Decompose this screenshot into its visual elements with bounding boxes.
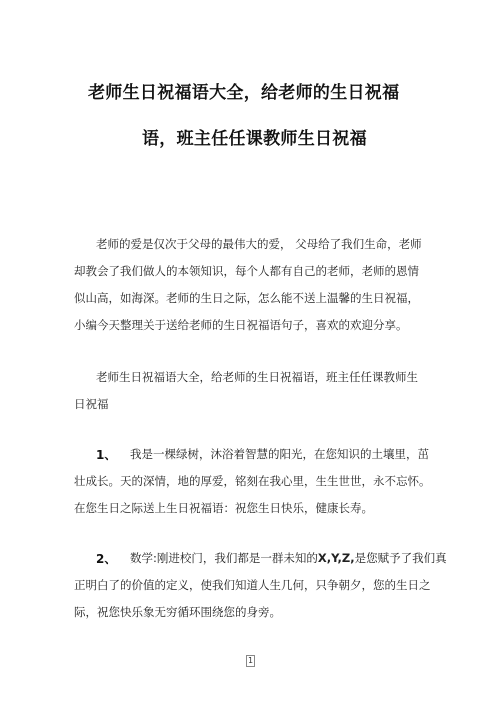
- page-number: 1: [248, 656, 254, 665]
- document-title-line-1: 老师生日祝福语大全，给老师的生日祝福: [88, 83, 400, 103]
- item-line: 我是一棵绿树，沐浴着智慧的阳光，在您知识的土壤里，茁: [130, 447, 429, 461]
- intro-line: 似山高，如海深。老师的生日之际，怎么能不送上温馨的生日祝福，: [74, 291, 419, 305]
- item-text-bold: X,Y,Z,: [317, 551, 355, 565]
- item-text: 是您赋予了我们真: [354, 551, 447, 565]
- subtitle-line: 日祝福: [74, 397, 109, 411]
- intro-line: 老师的爱是仅次于父母的最伟大的爱， 父母给了我们生命，老师: [96, 237, 422, 251]
- item-number: 1、: [96, 448, 117, 462]
- item-line: 际，祝您快乐象无穷循环围绕您的身旁。: [74, 605, 281, 619]
- item-line: 在您生日之际送上生日祝福语：祝您生日快乐，健康长寿。: [74, 501, 373, 515]
- item-line: 壮成长。天的深情，地的厚爱，铭刻在我心里，生生世世，永不忘怀。: [74, 474, 431, 488]
- document-title-line-2: 语，班主任任课教师生日祝福: [142, 129, 367, 149]
- item-number: 2、: [96, 552, 117, 566]
- intro-line: 小编今天整理关于送给老师的生日祝福语句子，喜欢的欢迎分享。: [74, 318, 408, 332]
- item-line: [130, 551, 447, 565]
- item-line: 正明白了的价值的定义，使我们知道人生几何，只争朝夕，您的生日之: [74, 578, 431, 592]
- subtitle-line: 老师生日祝福语大全，给老师的生日祝福语，班主任任课教师生: [96, 370, 418, 384]
- item-text: 数学:刚进校门，我们都是一群未知的: [130, 551, 318, 565]
- intro-line: 却教会了我们做人的本领知识，每个人都有自己的老师，老师的恩情: [74, 264, 419, 278]
